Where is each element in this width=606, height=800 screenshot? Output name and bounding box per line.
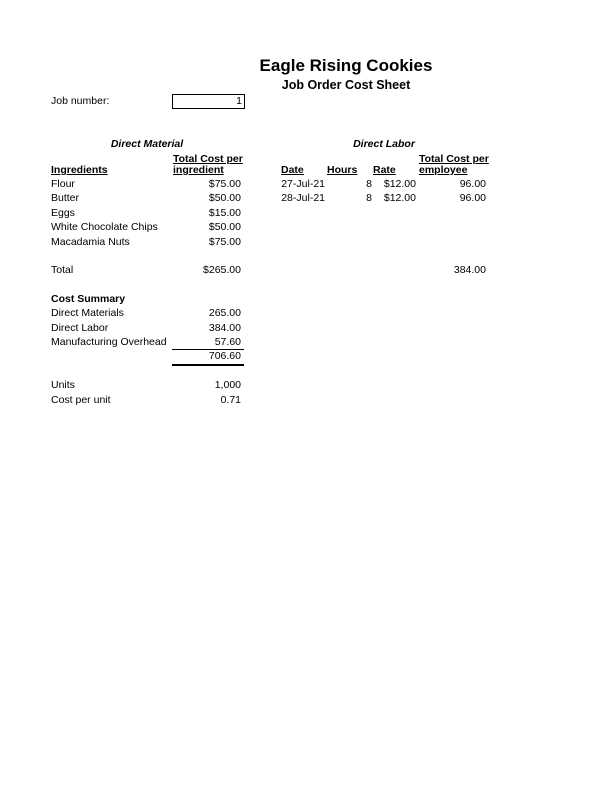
summary-label: Manufacturing Overhead xyxy=(51,336,167,348)
date-header: Date xyxy=(281,164,304,176)
summary-label: Direct Materials xyxy=(51,307,124,319)
cost-per-unit-value: 0.71 xyxy=(220,394,241,406)
cost-per-employee-header-line1: Total Cost per xyxy=(419,153,489,165)
ingredient-cost: $75.00 xyxy=(208,178,241,190)
cost-per-employee-header-line2: employee xyxy=(419,164,468,176)
cost-per-ingredient-header-line1: Total Cost per xyxy=(173,153,243,165)
hours-header: Hours xyxy=(327,164,358,176)
sheet-subtitle: Job Order Cost Sheet xyxy=(281,78,411,92)
labor-date: 27-Jul-21 xyxy=(281,178,325,190)
labor-rate: $12.00 xyxy=(383,178,416,190)
job-number-label: Job number: xyxy=(51,95,110,107)
ingredient-name: Macadamia Nuts xyxy=(51,236,130,248)
rate-header: Rate xyxy=(373,164,396,176)
ingredients-header: Ingredients xyxy=(51,164,108,176)
company-title: Eagle Rising Cookies xyxy=(259,56,433,75)
job-number-cell[interactable]: 1 xyxy=(172,94,245,109)
ingredient-name: Eggs xyxy=(51,207,75,219)
total-cost-value: 706.60 xyxy=(208,350,241,362)
ingredient-cost: $50.00 xyxy=(208,221,241,233)
summary-label: Direct Labor xyxy=(51,322,109,334)
ingredient-name: White Chocolate Chips xyxy=(51,221,158,233)
labor-rate: $12.00 xyxy=(383,192,416,204)
ingredient-cost: $50.00 xyxy=(208,192,241,204)
summary-value: 384.00 xyxy=(208,322,241,334)
material-total-value: $265.00 xyxy=(203,264,241,276)
ingredient-name: Butter xyxy=(51,192,80,204)
material-total-label: Total xyxy=(51,264,74,276)
cost-per-ingredient-header-line2: ingredient xyxy=(173,164,224,176)
labor-total: 96.00 xyxy=(459,192,486,204)
ingredient-name: Flour xyxy=(51,178,75,190)
summary-value: 57.60 xyxy=(214,336,241,348)
units-value: 1,000 xyxy=(214,379,241,391)
units-label: Units xyxy=(51,379,75,391)
total-rule xyxy=(172,364,244,366)
labor-hours: 8 xyxy=(366,192,372,204)
labor-total: 96.00 xyxy=(459,178,486,190)
cost-summary-heading: Cost Summary xyxy=(51,293,126,305)
summary-value: 265.00 xyxy=(208,307,241,319)
ingredient-cost: $15.00 xyxy=(208,207,241,219)
direct-material-heading: Direct Material xyxy=(110,138,184,150)
cost-per-unit-label: Cost per unit xyxy=(51,394,111,406)
direct-labor-heading: Direct Labor xyxy=(353,138,415,150)
ingredient-cost: $75.00 xyxy=(208,236,241,248)
labor-total-value: 384.00 xyxy=(453,264,486,276)
labor-hours: 8 xyxy=(366,178,372,190)
labor-date: 28-Jul-21 xyxy=(281,192,325,204)
